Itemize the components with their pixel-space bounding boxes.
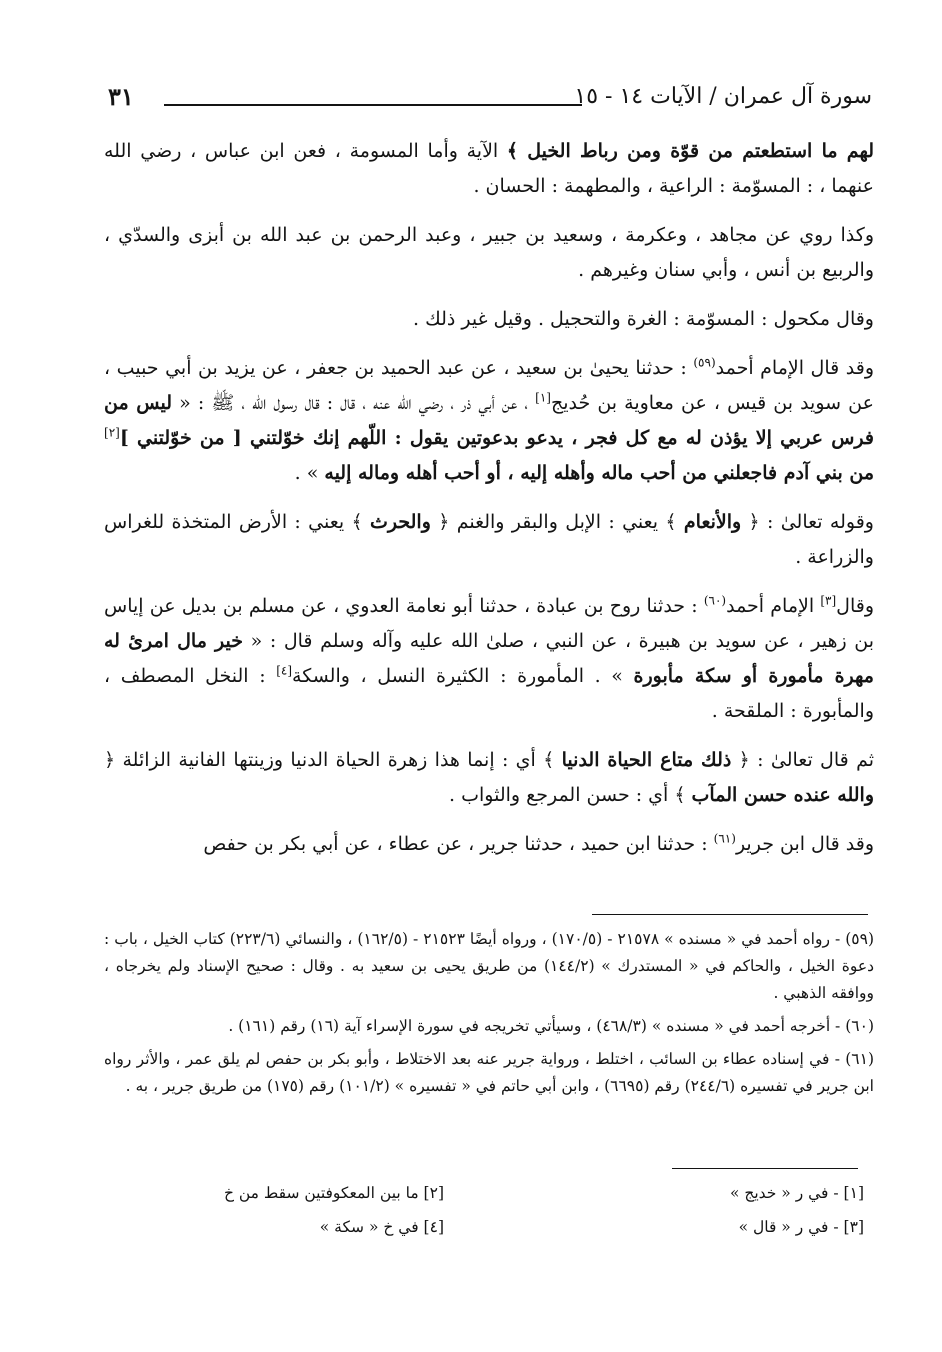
variants-row-2 [150,1218,864,1252]
paragraph [104,505,874,575]
paragraph [104,302,874,337]
page-header [108,82,872,122]
quoted-text: والأنعام [683,511,742,533]
running-title: سورة آل عمران / الآيات ١٤ - ١٥ [574,84,872,109]
text-run: ثم قال تعالىٰ : ﴿ [731,749,874,771]
footnote-divider [592,914,868,915]
footnote-61: (٦١) - في إسناده عطاء بن السائب ، اختلط ، ورواية جرير عنه بعد الاختلاط ، وأبو بكر بن حفص لم يلق عمر ، والأثر رواه ابن جرير في تفسيره (٢٤٤/٦) رقم (٦٦٩٥) ، وابن أبي حاتم في « تفسيره » (١٠١/٢) رقم (١٧٥) من طريق جرير ، به . [104,1050,874,1095]
main-text [104,134,874,876]
text-run: ﴾ أي : إنما هذا زهرة الحياة الدنيا وزينتها الفانية الزائلة ﴿ [104,749,562,771]
quoted-text: ليس من فرس عربي إلا يؤذن له مع كل فجر ، يدعو بدعوتين يقول : اللّهم إنك خوّلتني [ من خوّلتني ] [104,392,874,449]
paragraph [104,827,874,862]
quoted-text: والله عنده حسن المآب [691,784,874,806]
paragraph [104,218,874,288]
reference-marker: (٥٩) [693,355,716,370]
text-run: وقال [836,595,874,617]
text-run: وقد قال الإمام أحمد [715,357,875,379]
reference-marker: [١] [535,390,551,405]
text-run: الإمام أحمد [726,595,821,617]
reference-marker: [٣] [820,593,837,608]
paragraph [104,351,874,491]
quoted-text: من بني آدم فاجعلني من أحب ماله وأهله إليه ، أو أحب أهله وماله إليه [324,462,874,484]
text-run: ﴾ يعني : الأرض المتخذة للغراس والزراعة . [104,511,874,568]
quoted-text: ذلك متاع الحياة الدنيا [561,749,732,771]
manuscript-variants [150,1184,864,1252]
text-run: وقال مكحول : المسوّمة : الغرة والتحجيل . وقيل غير ذلك . [412,308,874,330]
page-number: ٣١ [108,82,134,111]
reference-marker: [٤] [276,663,293,678]
text-run: ﴾ أي : حسن المرجع والثواب . [449,784,692,806]
text-run: وكذا روي عن مجاهد ، وعكرمة ، وسعيد بن جبير ، وعبد الرحمن بن عبد الله بن أبزى والسدّي ، والربيع بن أنس ، وأبي سنان وغيرهم . [104,224,874,281]
reference-marker: [٢] [104,425,120,440]
text-run: الآية وأما المسومة ، فعن ابن عباس ، رضي الله عنهما ، : المسوّمة : الراعية ، والمطهمة : الحسان . [104,140,874,197]
text-run: » . المأمورة : الكثيرة النسل ، والسكة [292,665,634,687]
quoted-text: لهم ما استطعتم من قوّة ومن رباط الخيل ﴾ [506,140,874,162]
text-run: ﴾ يعني : الإبل والبقر والغنم ﴿ [430,511,684,533]
text-run: ، عن أبي ذر ، رضي الله عنه ، قال : قال رسول الله ، ﷺ : « [172,392,536,414]
text-run: » . [294,462,325,484]
text-run: : حدثنا يحيىٰ بن سعيد ، عن عبد الحميد بن جعفر ، عن يزيد بن أبي حبيب ، عن سويد بن قيس ، عن معاوية بن حُديج [104,357,874,414]
quoted-text: خير مال امرئ له مهرة مأمورة أو سكة مأبورة [104,630,874,687]
text-run: وقد قال ابن جرير [735,833,874,855]
footnotes [104,926,874,1106]
reference-marker: (٦١) [713,831,736,846]
header-rule [164,104,582,106]
text-run: : حدثنا ابن حميد ، حدثنا جرير ، عن عطاء ، عن أبي بكر بن حفص [203,833,714,855]
text-run: : حدثنا روح بن عبادة ، حدثنا أبو نعامة العدوي ، عن مسلم بن بديل عن إياس بن زهير ، عن سويد بن هبيرة ، عن النبي ، صلىٰ الله عليه وآله وسلم قال : « [104,595,874,652]
variants-divider [672,1168,858,1169]
variant-2: [٢] ما بين المعكوفتين سقط من خ [223,1184,444,1202]
paragraph [104,743,874,813]
variant-3: [٣] - في ر « قال » [738,1218,864,1236]
variants-row-1 [150,1184,864,1218]
text-run: : النخل المصطف ، والمأبورة : الملقحة . [104,665,874,722]
variant-4: [٤] في خ « سكة » [319,1218,444,1236]
quoted-text: والحرث [370,511,431,533]
paragraph [104,134,874,204]
text-run: وقوله تعالىٰ : ﴿ [741,511,874,533]
paragraph [104,589,874,729]
variant-1: [١] - في ر « خديج » [729,1184,864,1202]
reference-marker: (٦٠) [703,593,727,608]
footnote-60: (٦٠) - أخرجه أحمد في « مسنده » (٤٦٨/٣) ، وسيأتي تخريجه في سورة الإسراء آية (١٦) رقم (١٦١) . [228,1017,874,1035]
footnote-59: (٥٩) - رواه أحمد في « مسنده » ٢١٥٧٨ - (١٧٠/٥) ، ورواه أيضًا ٢١٥٢٣ - (١٦٢/٥) ، والنسائي (٢٢٣/٦) كتاب الخيل ، باب : دعوة الخيل ، والحاكم في « المستدرك » (١٤٤/٢) من طريق يحيى بن سعيد به . وقال : صحيح الإسناد ولم يخرجاه ، ووافقه الذهبي . [104,930,874,1002]
